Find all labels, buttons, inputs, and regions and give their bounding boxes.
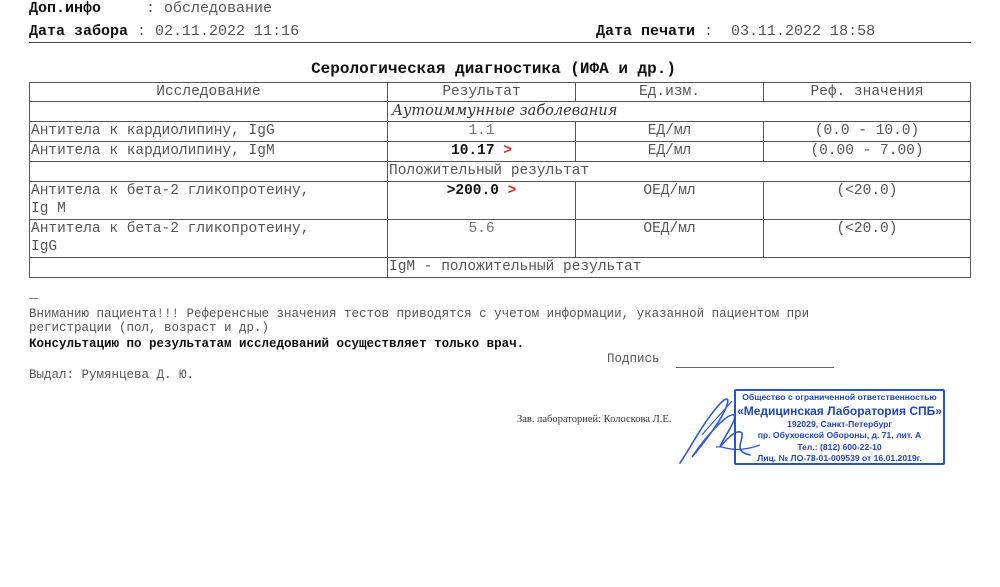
test-unit: ОЕД/мл [576,220,764,258]
patient-notice-line1: Вниманию пациента!!! Референсные значения тестов приводятся с учетом информации, указанной пациентом при [29,307,810,321]
note-dash [29,298,38,299]
result-value: 5.6 [468,221,495,237]
dop-info-separator: : [101,0,165,17]
group-title: Аутоиммунные заболевания [388,102,971,122]
lab-head: Зав. лабораторией: Колоскова Л.Е. [517,414,672,425]
test-reference: (0.00 - 7.00) [764,142,971,162]
column-header-test: Исследование [30,83,388,102]
test-result [388,122,576,142]
note-text: IgM - положительный результат [388,258,971,278]
print-date-separator: : [695,23,732,40]
dop-info-label: Доп.инфо [29,0,102,17]
test-name-line1: Антитела к бета-2 гликопротеину, [31,221,310,237]
test-unit: ОЕД/мл [576,182,764,220]
test-unit: ЕД/мл [576,142,764,162]
print-date-label: Дата печати [596,23,696,40]
stamp-line-1: Общество с ограниченной ответственностью [742,392,937,402]
note-text: Положительный результат [388,162,971,182]
table-header-row [30,83,971,102]
result-value: >200.0 [446,183,499,199]
dop-info-value: обследование [164,0,273,17]
table-row [30,122,971,142]
signature-line [676,367,834,368]
collection-date-value: 02.11.2022 11:16 [155,23,300,40]
dop-info-row [29,0,272,17]
stamp-line-4: пр. Обуховской Обороны, д. 71, лит. А [757,430,922,440]
test-reference: (<20.0) [764,220,971,258]
test-name-line1: Антитела к бета-2 гликопротеину, [31,183,310,199]
stamp-line-3: 192029, Санкт-Петербург [787,418,892,429]
note-blank-cell [30,162,388,182]
table-row [30,142,971,162]
header-divider [29,42,971,43]
note-blank-cell [30,258,388,278]
consultation-notice: Консультацию по результатам исследований осуществляет только врач. [29,337,525,351]
stamp-line-6: Лиц. № ЛО-78-01-009539 от 16.01.2019г. [757,453,922,463]
column-header-result: Результат [388,83,576,102]
test-name [30,182,388,220]
test-name [30,220,388,258]
test-reference: (0.0 - 10.0) [764,122,971,142]
note-row [30,258,971,278]
test-name-line2: Ig M [31,201,66,217]
result-value: 1.1 [468,123,495,139]
column-header-unit: Ед.изм. [576,83,764,102]
table-row [30,220,971,258]
patient-notice-line2: регистрации (пол, возраст и др.) [29,321,270,335]
stamp-line-5: Тел.: (812) 600-22-10 [797,441,882,452]
signature-label: Подпись [607,352,660,366]
stamp-line-2: «Медицинская Лаборатория СПБ» [737,403,942,418]
test-name: Антитела к кардиолипину, IgG [30,122,388,142]
test-name-line2: IgG [31,239,58,255]
print-date-row [596,23,875,40]
document-title: Серологическая диагностика (ИФА и др.) [311,60,676,78]
above-range-flag-icon: > [507,183,517,199]
issued-by: Выдал: Румянцева Д. Ю. [29,368,195,382]
collection-date-label: Дата забора [29,23,129,40]
results-table [29,82,971,278]
column-header-reference: Реф. значения [764,83,971,102]
test-unit: ЕД/мл [576,122,764,142]
test-name: Антитела к кардиолипину, IgM [30,142,388,162]
lab-stamp [734,389,945,465]
table-row [30,182,971,220]
above-range-flag-icon: > [503,143,512,159]
group-blank-cell [30,102,388,122]
result-value: 10.17 [451,143,495,159]
collection-date-row [29,23,299,40]
test-result [388,220,576,258]
print-date-value: 03.11.2022 18:58 [731,23,876,40]
group-row [30,102,971,122]
note-row [30,162,971,182]
collection-date-separator: : [128,23,156,40]
test-reference: (<20.0) [764,182,971,220]
test-result [388,182,576,220]
test-result [388,142,576,162]
